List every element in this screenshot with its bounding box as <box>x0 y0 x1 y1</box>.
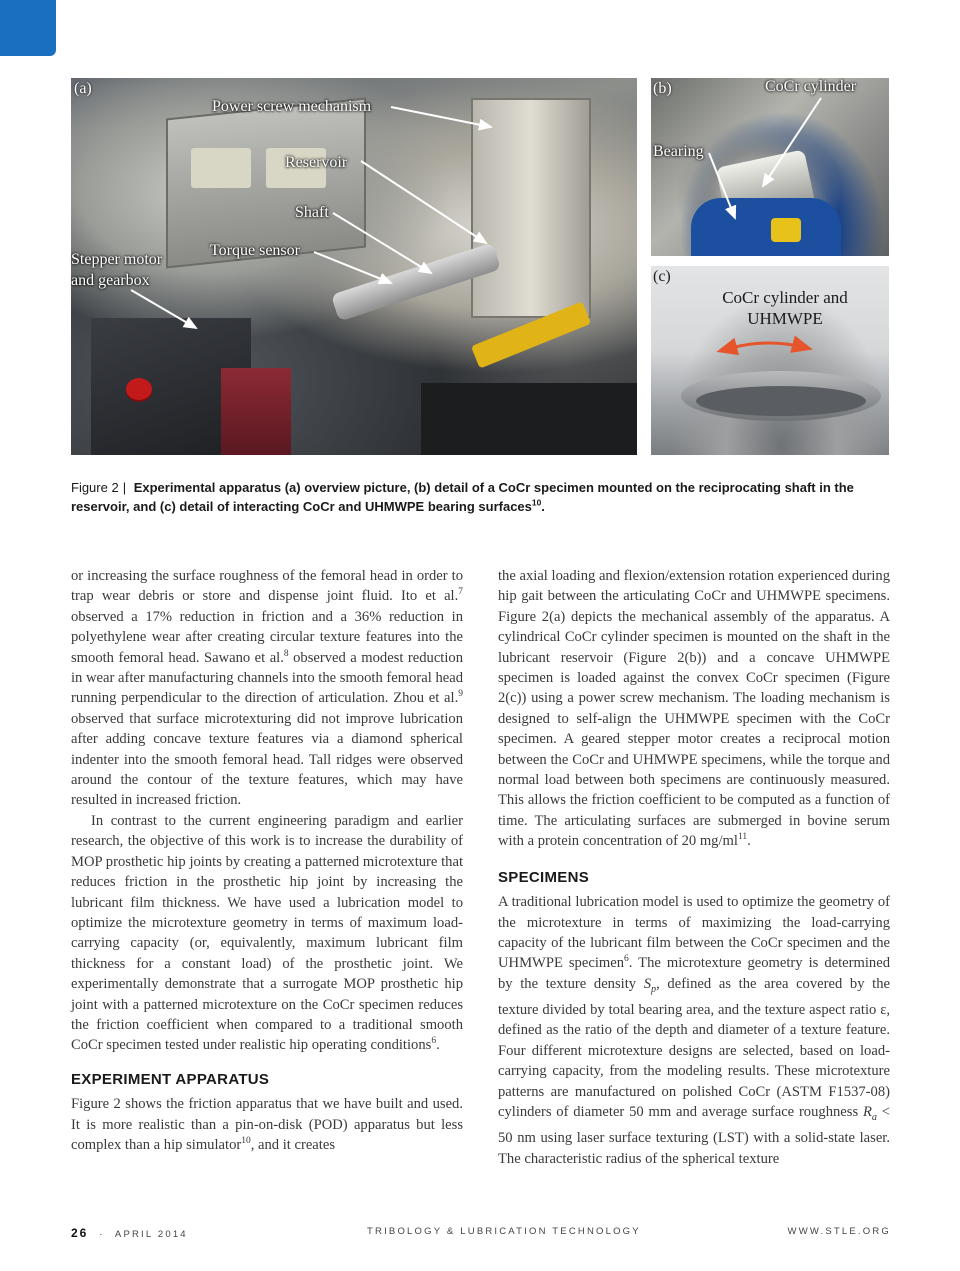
label-stepper-line1: Stepper motor <box>71 251 163 268</box>
text-run: In contrast to the current engineering paradigm and earlier research, the objective of this work is to increase the durability of MOP prosthetic hip joints by creating a patterned microtexture that reduces friction in the prosthetic hip joint by increasing the lubricant film thickness. We have used a lubrication model to optimize the microtexture geometry in terms of maximum load-carrying capacity (or, equivalently, maximum lubricant film thickness for a constant load) of the prosthetic joint. We experimentally demonstrate that a surrogate MOP prosthetic hip joint with a patterned microtexture on the CoCr specimen reduces the friction coefficient when compared to a traditional smooth CoCr specimen tested under realistic hip operating conditions <box>71 812 463 1054</box>
text-run: the axial loading and flexion/extension rotation experienced during hip gait between the articulating CoCr and UHMWPE specimens. Figure 2(a) depicts the mechanical assembly of the apparatus. A cylindrical CoCr cylinder specimen is mounted on the shaft in the lubricant reservoir (Figure 2(b)) and a concave UHMWPE specimen is loaded against the convex CoCr specimen (Figure 2(c)) using a power screw mechanism. The loading mechanism is designed to self-align the UHMWPE specimen with the CoCr specimen. A geared stepper motor creates a reciprocal motion between the CoCr and UHMWPE specimens, while the torque and normal load between both specimens are continuously measured. This allows the friction coefficient to be computed as a function of time. The articulating surfaces are submerged in bovine serum with a protein concentration of 20 mg/ml <box>498 568 890 850</box>
caption-separator: | <box>122 480 127 495</box>
left-paragraph-1 <box>71 566 463 811</box>
label-bearing: Bearing <box>653 143 704 160</box>
text-run: , defined as the area covered by the texture divided by total bearing area, and the texture aspect ratio ε, defined as the ratio of the depth and diameter of a texture feature. Four different microtexture designs are selected, based on load-carrying capacity, from the modeling results. These microtexture patterns are manufactured on polished CoCr (ASTM F1537-08) cylinders of diameter 50 mm and average surface roughness <box>498 975 890 1121</box>
left-paragraph-3 <box>71 1094 463 1155</box>
label-stepper-line2: and gearbox <box>71 272 150 289</box>
citation-ref: 8 <box>283 648 289 659</box>
panel-b-arrows <box>651 78 889 256</box>
section-heading-experiment-apparatus: EXPERIMENT APPARATUS <box>71 1070 270 1088</box>
text-run: . <box>436 1037 440 1054</box>
citation-ref: 6 <box>624 954 629 965</box>
corner-tab-decoration <box>0 0 56 56</box>
left-paragraph-2 <box>71 811 463 1056</box>
panel-a-letter: (a) <box>74 80 92 97</box>
math-symbol: R <box>862 1104 872 1121</box>
label-cocr-cylinder: CoCr cylinder <box>765 78 857 95</box>
label-reservoir: Reservoir <box>285 154 348 171</box>
math-subscript: p <box>651 983 657 995</box>
label-shaft: Shaft <box>295 204 329 221</box>
arrow-stepper <box>131 290 196 328</box>
citation-ref: 10 <box>241 1136 251 1147</box>
arrow-reservoir <box>361 161 486 243</box>
page-number: 26 <box>71 1226 89 1240</box>
label-cocr-uhmwpe-line1: CoCr cylinder and <box>722 288 848 307</box>
citation-ref: 11 <box>737 832 748 843</box>
arrow-cocr-cylinder <box>763 98 821 186</box>
caption-ref: 10 <box>531 497 542 508</box>
panel-b-letter: (b) <box>653 80 672 97</box>
citation-ref: 9 <box>458 689 463 700</box>
figure-panel-b-photo <box>651 78 889 256</box>
text-run: Figure 2 shows the friction apparatus that we have built and used. It is more realistic than a pin-on-disk (POD) apparatus but less complex than a hip simulator <box>71 1096 463 1153</box>
text-run: < 50 nm using laser surface texturing (LST) with a solid-state laser. The characteristic radius of the spherical texture <box>498 1104 890 1167</box>
text-run: observed that surface microtexturing did not improve lubrication after adding concave texture features via a diamond spherical indenter into the smooth femoral head. Tall ridges were observed around the contour of the texture features, which may have resulted in increased friction. <box>71 710 463 809</box>
text-run: . The microtexture geometry is determined by the texture density <box>498 955 890 992</box>
section-heading-specimens: SPECIMENS <box>498 868 590 886</box>
text-run: observed a modest reduction in wear after manufacturing channels into the smooth femoral head running perpendicular to the direction of articulation. Zhou et al. <box>71 649 463 707</box>
panel-c-arrows <box>651 266 889 455</box>
figure-caption <box>71 478 891 516</box>
text-run: . <box>747 833 751 850</box>
right-paragraph-2 <box>498 892 890 1169</box>
panel-a-arrows <box>71 78 637 455</box>
left-column <box>71 566 463 1155</box>
text-run: observed a 17% reduction in friction and a 36% reduction in polyethylene wear after creating circular texture features into the smooth femoral head. Sawano et al. <box>71 608 463 666</box>
right-paragraph-1 <box>498 566 890 852</box>
footer-journal: TRIBOLOGY & LUBRICATION TECHNOLOGY <box>367 1226 641 1237</box>
label-cocr-uhmwpe-line2: UHMWPE <box>747 309 823 328</box>
arrow-bearing <box>709 153 735 218</box>
math-subscript: a <box>871 1111 877 1123</box>
text-run: or increasing the surface roughness of the femoral head in order to trap wear debris or store and dispense joint fluid. Ito et al. <box>71 568 463 605</box>
arrow-power-screw <box>391 107 491 127</box>
reciprocation-arrow <box>731 343 807 348</box>
footer-website: WWW.STLE.ORG <box>787 1226 891 1237</box>
panel-c-letter: (c) <box>653 268 671 285</box>
figure-panel-a-photo <box>71 78 637 455</box>
citation-ref: 7 <box>458 587 463 598</box>
caption-lead: Figure 2 <box>71 480 119 495</box>
citation-ref: 6 <box>431 1036 437 1047</box>
text-run: A traditional lubrication model is used to optimize the geometry of the microtexture in terms of maximizing the load-carrying capacity of the lubricant film between the CoCr specimen and the UHMWPE specimen <box>498 894 890 972</box>
footer-page-info <box>71 1226 188 1240</box>
label-power-screw: Power screw mechanism <box>212 98 372 115</box>
arrow-shaft <box>333 213 431 273</box>
footer-date: APRIL 2014 <box>114 1229 188 1240</box>
math-symbol: S <box>643 975 652 992</box>
text-run: , and it creates <box>250 1136 335 1153</box>
label-torque-sensor: Torque sensor <box>210 242 300 259</box>
figure-panel-c-photo <box>651 266 889 455</box>
caption-end: . <box>541 499 545 514</box>
footer-dot: · <box>99 1229 105 1240</box>
right-column <box>498 566 890 1169</box>
caption-text: Experimental apparatus (a) overview picture, (b) detail of a CoCr specimen mounted on the reciprocating shaft in the reservoir, and (c) detail of interacting CoCr and UHMWPE bearing surfaces <box>71 480 854 514</box>
arrow-torque-sensor <box>314 252 391 283</box>
